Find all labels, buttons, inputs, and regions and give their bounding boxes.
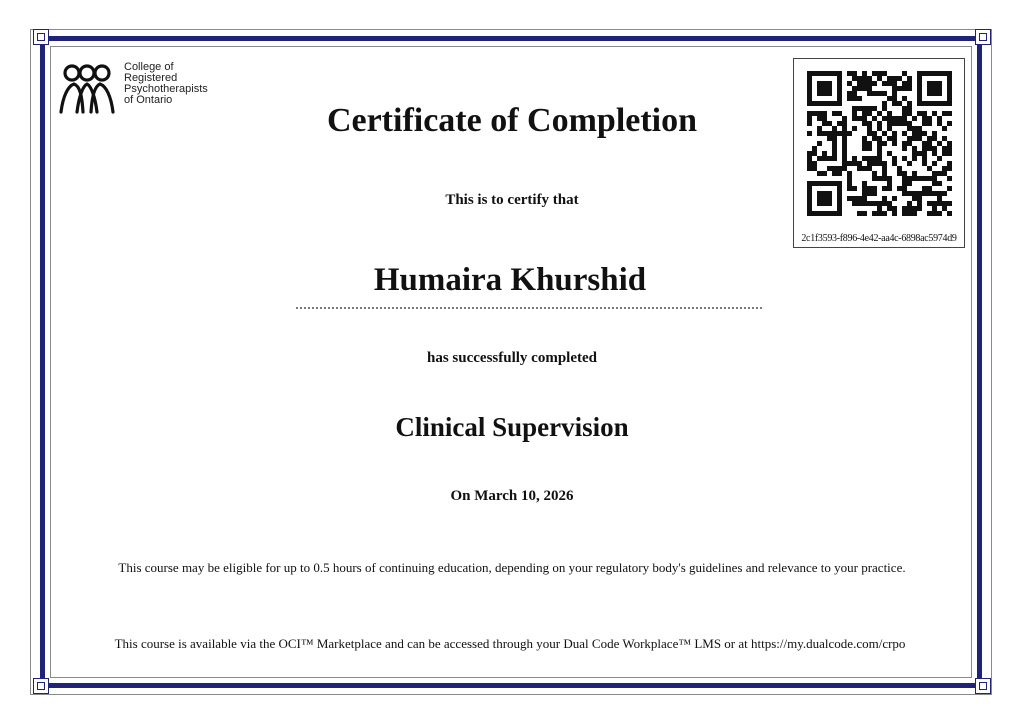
name-underline (296, 307, 762, 309)
logo-line: Registered (124, 72, 178, 84)
certificate-id: 2c1f3593-f896-4e42-aa4c-6898ac5974d9 (801, 233, 957, 244)
completion-date: On March 10, 2026 (450, 488, 574, 504)
logo-line: Psychotherapists (124, 83, 208, 95)
availability-note: This course is available via the OCI™ Marketplace and can be accessed through your Dual Code Workplace™ LMS or at https://my.dualcode.com/crpo (114, 636, 906, 651)
course-name: Clinical Supervision (395, 412, 629, 442)
organization-name (124, 62, 244, 106)
recipient-name: Humaira Khurshid (373, 262, 647, 298)
completed-text: has successfully completed (427, 350, 597, 366)
verification-box (793, 58, 965, 248)
logo-line: of Ontario (124, 94, 173, 106)
eligibility-note: This course may be eligible for up to 0.5 hours of continuing education, depending on your regulatory body's guidelines and relevance to your practice. (118, 560, 906, 575)
corner-ornament-bottom-right (975, 678, 991, 694)
corner-ornament-top-right (975, 29, 991, 45)
certificate-title: Certificate of Completion (326, 102, 698, 139)
corner-ornament-bottom-left (33, 678, 49, 694)
certify-text: This is to certify that (445, 192, 579, 208)
logo-line: College of (124, 61, 174, 73)
corner-ornament-top-left (33, 29, 49, 45)
